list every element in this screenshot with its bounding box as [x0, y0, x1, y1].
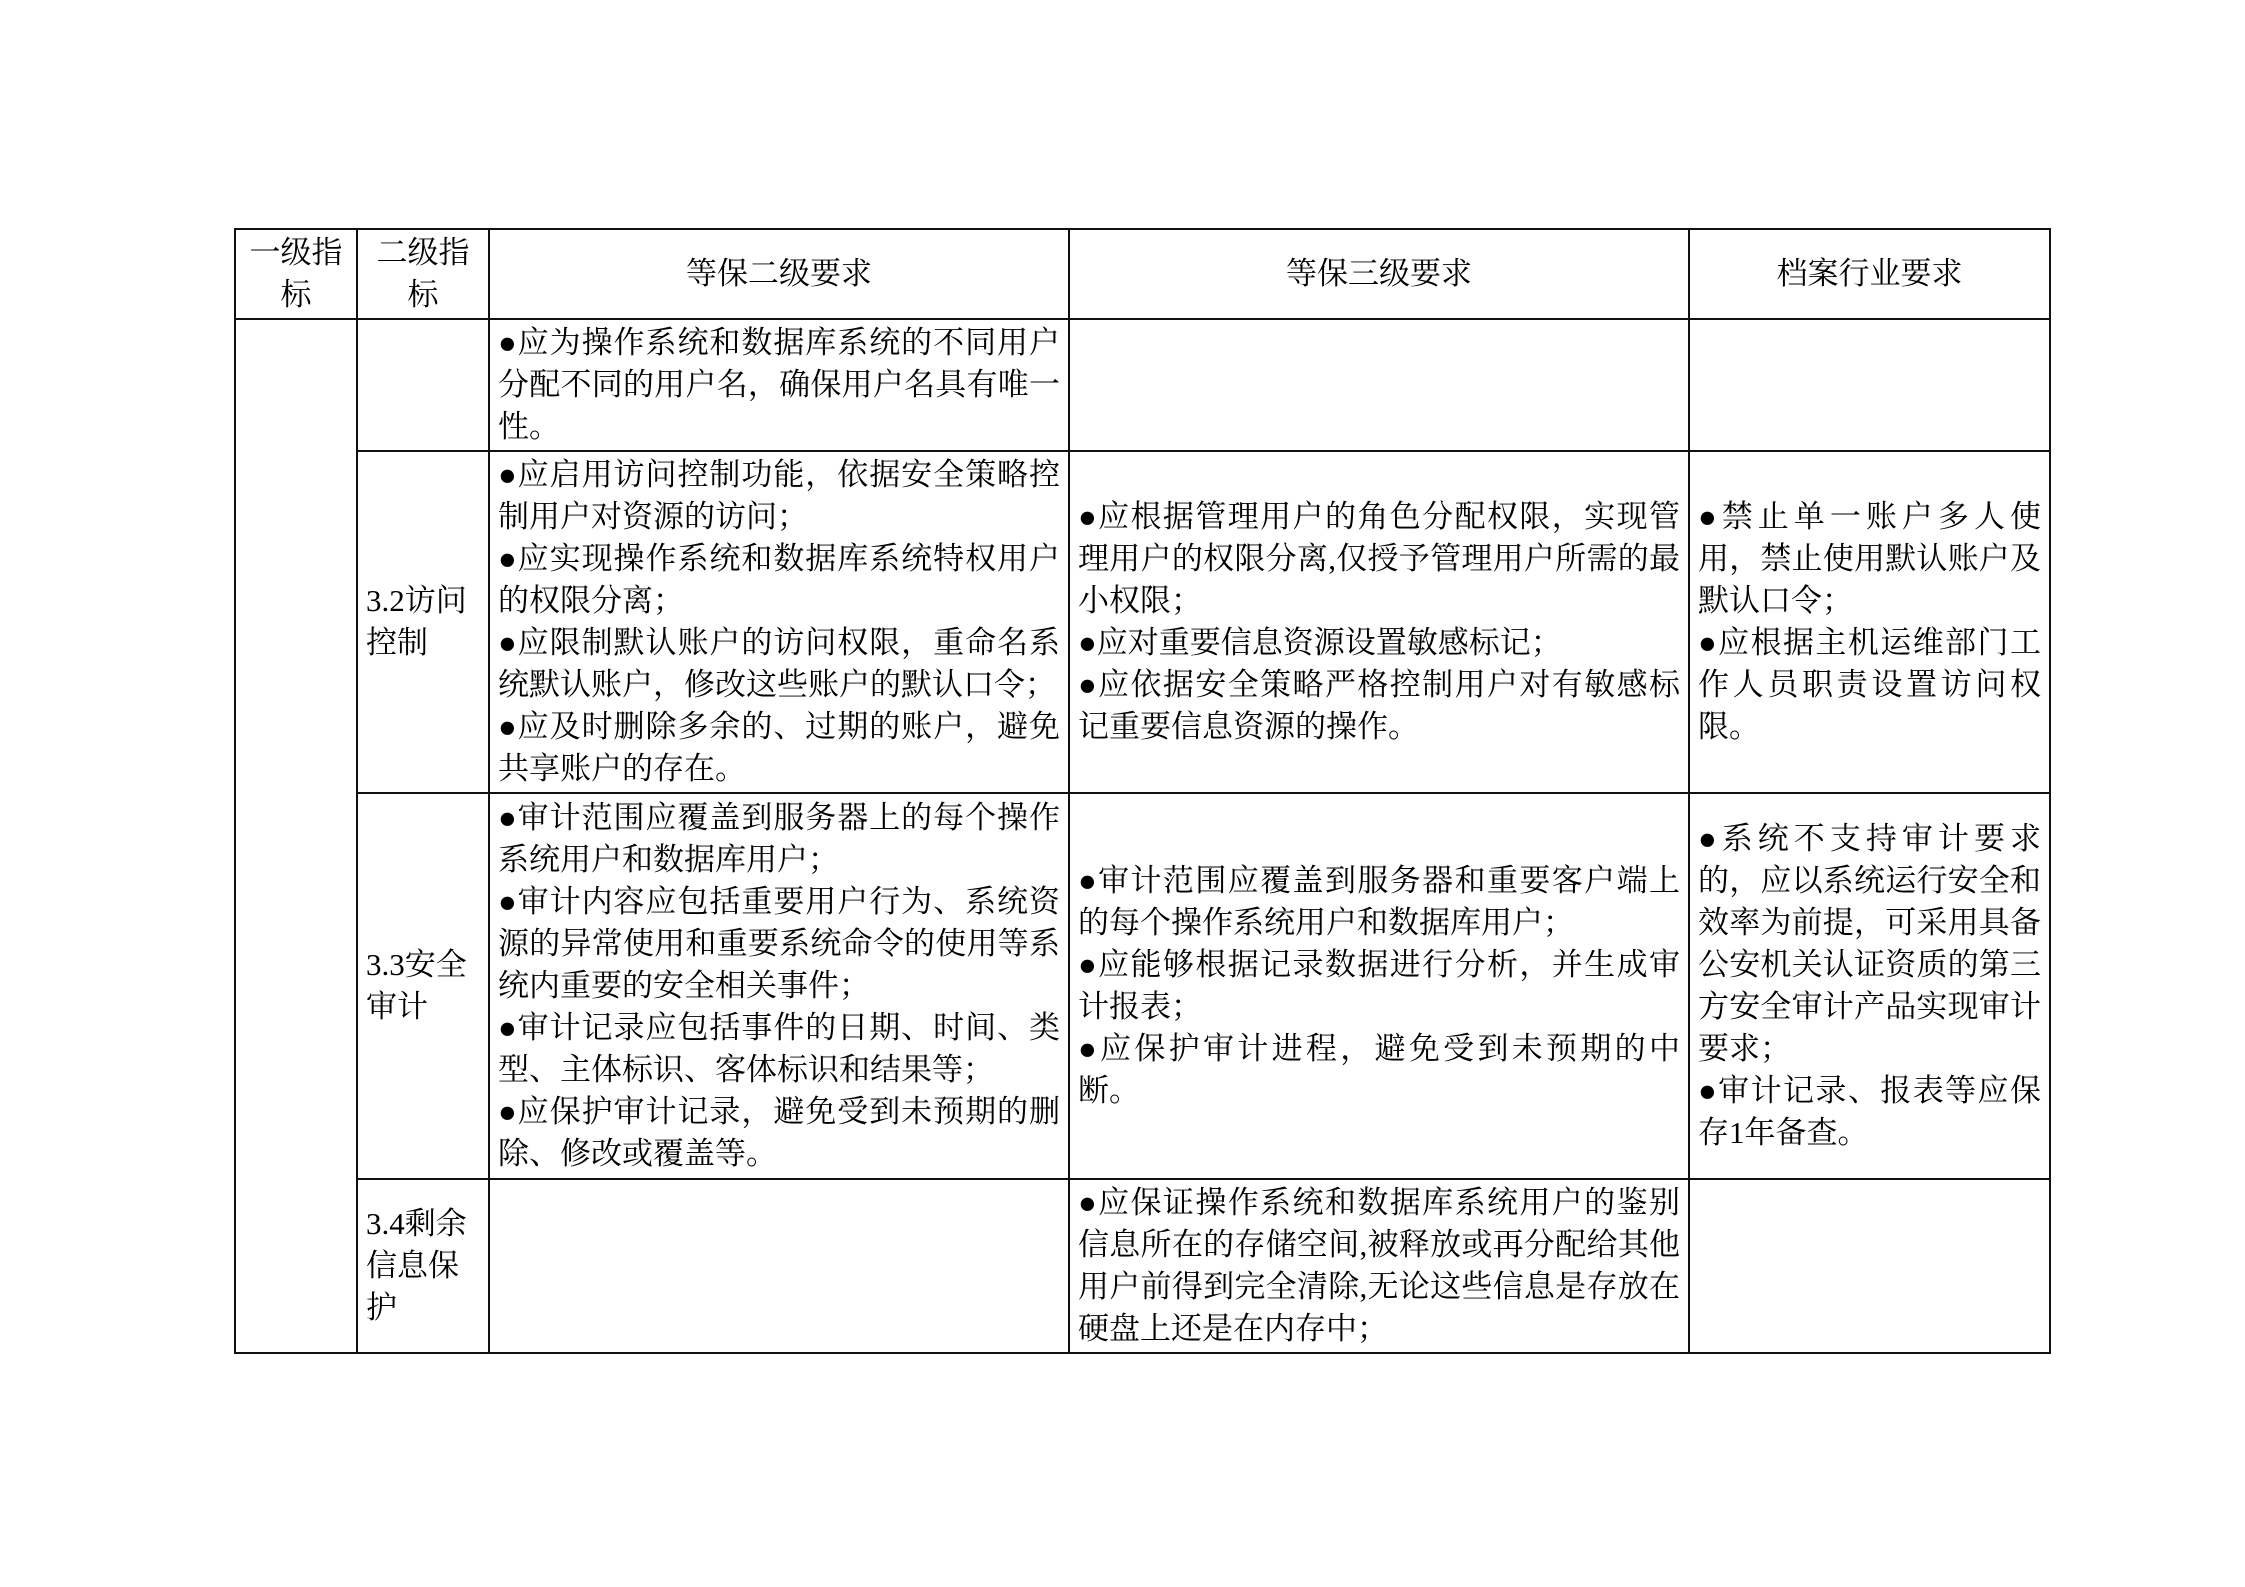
- requirement-item: ●应保护审计记录，避免受到未预期的删除、修改或覆盖等。: [498, 1094, 1060, 1171]
- requirement-item: ●审计记录、报表等应保存1年备查。: [1698, 1073, 2041, 1150]
- requirement-item: ●审计内容应包括重要用户行为、系统资源的异常使用和重要系统命令的使用等系统内重要的安全相关事件；: [498, 884, 1060, 1003]
- requirement-item: ●应为操作系统和数据库系统的不同用户分配不同的用户名，确保用户名具有唯一性。: [498, 325, 1060, 444]
- requirement-item: ●禁止单一账户多人使用，禁止使用默认账户及默认口令；: [1698, 499, 2041, 618]
- requirement-item: ●系统不支持审计要求的，应以系统运行安全和效率为前提，可采用具备公安机关认证资质的第三方安全审计产品实现审计要求；: [1698, 821, 2041, 1066]
- header-dengbao-level3-requirements: 等保三级要求: [1069, 229, 1689, 319]
- requirement-item: ●审计记录应包括事件的日期、时间、类型、主体标识、客体标识和结果等；: [498, 1010, 1060, 1087]
- requirement-item: ●应对重要信息资源设置敏感标记；: [1078, 625, 1562, 660]
- cell-level1-indicator-empty: [235, 319, 357, 1353]
- header-dengbao-level2-requirements: 等保二级要求: [489, 229, 1069, 319]
- cell-cont-label: [357, 319, 489, 451]
- cell-security-audit-label: 3.3安全审计: [357, 793, 489, 1179]
- table-row-residual-info-protection: [235, 1179, 2050, 1353]
- table-row-access-control: [235, 451, 2050, 793]
- header-level2-indicator: 二级指标: [357, 229, 489, 319]
- cell-access-control-dengbao3: [1069, 451, 1689, 793]
- cell-residual-info-label: 3.4剩余信息保护: [357, 1179, 489, 1353]
- requirement-item: ●应能够根据记录数据进行分析，并生成审计报表；: [1078, 947, 1680, 1024]
- header-level1-indicator: 一级指标: [235, 229, 357, 319]
- cell-cont-dengbao2: [489, 319, 1069, 451]
- table-row-continuation: [235, 319, 2050, 451]
- requirement-item: ●审计范围应覆盖到服务器上的每个操作系统用户和数据库用户；: [498, 800, 1060, 877]
- requirement-item: ●应实现操作系统和数据库系统特权用户的权限分离；: [498, 541, 1060, 618]
- requirement-item: ●应依据安全策略严格控制用户对有敏感标记重要信息资源的操作。: [1078, 667, 1680, 744]
- cell-residual-info-archive: [1689, 1179, 2050, 1353]
- requirement-item: ●应保护审计进程，避免受到未预期的中断。: [1078, 1031, 1680, 1108]
- cell-residual-info-dengbao3: [1069, 1179, 1689, 1353]
- cell-access-control-archive: [1689, 451, 2050, 793]
- table-row-security-audit: [235, 793, 2050, 1179]
- cell-security-audit-dengbao3: [1069, 793, 1689, 1179]
- cell-access-control-dengbao2: [489, 451, 1069, 793]
- cell-security-audit-dengbao2: [489, 793, 1069, 1179]
- requirement-item: ●应根据管理用户的角色分配权限，实现管理用户的权限分离,仅授予管理用户所需的最小权限；: [1078, 499, 1680, 618]
- requirement-item: ●应根据主机运维部门工作人员职责设置访问权限。: [1698, 625, 2041, 744]
- requirement-item: ●审计范围应覆盖到服务器和重要客户端上的每个操作系统用户和数据库用户；: [1078, 863, 1680, 940]
- cell-access-control-label: 3.2访问控制: [357, 451, 489, 793]
- compliance-requirements-table: [234, 228, 2051, 1354]
- requirement-item: ●应及时删除多余的、过期的账户，避免共享账户的存在。: [498, 709, 1060, 786]
- requirement-item: ●应启用访问控制功能，依据安全策略控制用户对资源的访问；: [498, 457, 1060, 534]
- cell-cont-dengbao3: [1069, 319, 1689, 451]
- header-archive-industry-requirements: 档案行业要求: [1689, 229, 2050, 319]
- cell-cont-archive: [1689, 319, 2050, 451]
- requirement-item: ●应限制默认账户的访问权限，重命名系统默认账户，修改这些账户的默认口令；: [498, 625, 1060, 702]
- cell-security-audit-archive: [1689, 793, 2050, 1179]
- requirement-item: ●应保证操作系统和数据库系统用户的鉴别信息所在的存储空间,被释放或再分配给其他用户前得到完全清除,无论这些信息是存放在硬盘上还是在内存中；: [1078, 1185, 1680, 1346]
- cell-residual-info-dengbao2: [489, 1179, 1069, 1353]
- header-row: [235, 229, 2050, 319]
